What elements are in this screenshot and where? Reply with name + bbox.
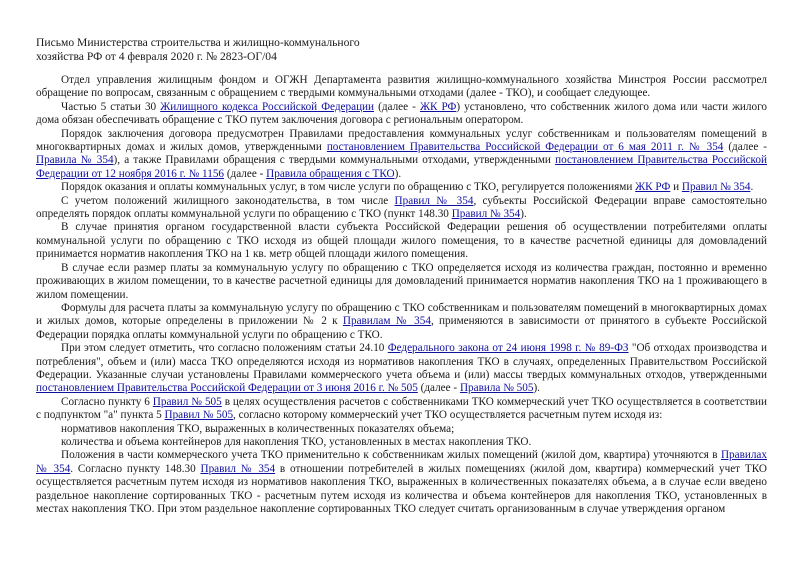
document-title-line-2: хозяйства РФ от 4 февраля 2020 г. № 2823-ОГ/04 (36, 50, 277, 63)
paragraph (36, 396, 767, 423)
paragraph-text: в целях осуществления расчетов с собственниками ТКО коммерческий учет ТКО осуществляется в соответствии с подпунктом "а" пункта 5 (36, 395, 767, 422)
document-link[interactable]: Правил № 505 (164, 409, 234, 422)
document-link[interactable]: Правил № 354 (451, 208, 521, 221)
document-link[interactable]: Правил № 354 (200, 462, 276, 475)
paragraph-text: . Согласно пункту 148.30 (70, 462, 201, 475)
document-link[interactable]: постановлением Правительства Российской Федерации от 3 июня 2016 г. № 505 (36, 382, 418, 395)
document-link[interactable]: постановлением Правительства Российской Федерации от 6 мая 2011 г. № 354 (326, 141, 724, 154)
document-link[interactable]: Правилам № 354 (342, 315, 431, 328)
paragraph (36, 302, 767, 342)
paragraph (36, 449, 767, 516)
paragraph-text: Отдел управления жилищным фондом и ОГЖН Департамента развития жилищно-коммунального хозяйства Минстроя России рассмотрел обращение по вопросам, связанным с обращением с твердыми коммунальными отходами (далее - ТКО), и сообщает следующее. (36, 74, 767, 100)
paragraph-text: и (670, 181, 682, 194)
paragraph (36, 101, 767, 128)
document-link[interactable]: Правил № 354 (394, 194, 474, 207)
paragraph-text: . (750, 181, 754, 194)
document-title-line-1: Письмо Министерства строительства и жилищно-коммунального (36, 36, 360, 49)
document-link[interactable]: Правил № 354 (681, 181, 751, 194)
document-link[interactable]: Правила № 505 (459, 382, 534, 395)
paragraph (36, 74, 767, 101)
paragraph-text: , применяются в зависимости от принятого в субъекте Российской Федерации порядка оплаты коммунальной услуги по обращению с ТКО. (36, 315, 768, 341)
paragraph-text: В случае принятия органом государственной власти субъекта Российской Федерации решения об осуществлении потребителями оплаты коммунальной услуги по обращению с ТКО исходя из общей площади жилого помещения, то в качестве расчетной единицы для домовладений принимается норматив накопления ТКО на 1 кв. метр общей площади жилого помещения. (36, 221, 767, 261)
document-link[interactable]: Федерального закона от 24 июня 1998 г. № 89-ФЗ (387, 342, 629, 355)
document-link[interactable]: Правила № 354 (36, 154, 114, 167)
paragraph-text: (далее - (723, 141, 767, 154)
paragraph-text: Порядок оказания и оплаты коммунальных услуг, в том числе услуги по обращению с ТКО, регулируется положениями (61, 181, 636, 194)
paragraph (36, 342, 767, 396)
paragraph-text: (далее - (417, 382, 460, 395)
paragraph-text: При этом следует отметить, что согласно положениям статьи 24.10 (61, 342, 388, 355)
paragraph (36, 262, 767, 302)
paragraph-text: "Об отходах производства и потребления", объем и (или) масса ТКО определяются исходя из нормативов накопления ТКО в случаях, определенных Правительством Российской Федерации. Указанные случаи установлены Правилами коммерческого учета объема и (или) массы твердых коммунальных отходов, утвержденными (36, 342, 767, 381)
paragraph-text: Положения в части коммерческого учета ТКО применительно к собственникам жилых помещений (жилой дом, квартира) уточняются в (61, 449, 721, 462)
document (36, 36, 767, 516)
paragraph (36, 195, 767, 222)
paragraph (36, 221, 767, 261)
document-link[interactable]: постановлением Правительства Российской Федерации от 12 ноября 2016 г. № 1156 (36, 154, 767, 180)
document-body (36, 74, 767, 516)
paragraph-text: В случае если размер платы за коммунальную услугу по обращению с ТКО определяется исходя из количества граждан, постоянно и временно проживающих в жилом помещении, то в качестве расчетной единицы для домовладений принимается норматив накопления ТКО на 1 проживающего в жилом помещении. (36, 261, 767, 301)
document-link[interactable]: Правилах № 354 (36, 449, 767, 475)
paragraph-text: (далее - (224, 167, 267, 180)
paragraph-text: Порядок заключения договора предусмотрен Правилами предоставления коммунальных услуг собственникам и пользователям помещений в многоквартирных домах и жилых домов, утвержденными (36, 127, 767, 154)
document-title (36, 36, 767, 64)
paragraph-text: ) установлено, что собственник жилого дома или части жилого дома обязан обеспечивать обращение с ТКО путем заключения договора с региональным оператором. (36, 100, 767, 127)
document-link[interactable]: Правил № 505 (152, 395, 222, 408)
paragraph-text: (далее - (374, 100, 420, 113)
paragraph (36, 423, 767, 436)
paragraph-text: в отношении потребителей в жилых помещениях (жилой дом, квартира) коммерческий учет ТКО осуществляется расчетным путем исходя из нормативов накопления ТКО, выраженных в количественных показателях объема, а в случае если введено раздельное накопление сортированных ТКО - расчетным путем исходя из количества и объема контейнеров для накопления ТКО, установленных в местах накопления ТКО. При этом раздельное накопление сортированных ТКО следует считать организованным в случае утверждения органом (36, 462, 767, 515)
paragraph-text: С учетом положений жилищного законодательства, в том числе (61, 194, 395, 207)
paragraph (36, 128, 767, 182)
document-link[interactable]: ЖК РФ (419, 100, 457, 113)
document-link[interactable]: Жилищного кодекса Российской Федерации (160, 100, 375, 113)
paragraph (36, 181, 767, 194)
paragraph-text: , согласно которому коммерческий учет ТКО осуществляется расчетным путем исходя из: (233, 409, 663, 422)
paragraph (36, 436, 767, 449)
paragraph-text: количества и объема контейнеров для накопления ТКО, установленных в местах накопления ТКО. (61, 435, 532, 448)
paragraph-text: ). (533, 382, 540, 395)
paragraph-text: Формулы для расчета платы за коммунальную услугу по обращению с ТКО собственникам и пользователям помещений в многоквартирных домах и жилых домов, которые определены в приложении № 2 к (36, 301, 767, 328)
document-link[interactable]: ЖК РФ (635, 181, 671, 194)
document-link[interactable]: Правила обращения с ТКО (266, 167, 395, 180)
paragraph-text: Согласно пункту 6 (61, 395, 153, 408)
paragraph-text: ). (520, 208, 527, 221)
paragraph-text: нормативов накопления ТКО, выраженных в количественных показателях объема; (61, 422, 455, 435)
paragraph-text: , субъекты Российской Федерации вправе самостоятельно определять порядок оплаты коммунальной услуги по обращению с ТКО (пункт 148.30 (36, 194, 767, 221)
paragraph-text: ), а также Правилами обращения с твердыми коммунальными отходами, утвержденными (113, 154, 556, 167)
paragraph-text: Частью 5 статьи 30 (61, 100, 161, 113)
paragraph-text: ). (394, 167, 402, 180)
